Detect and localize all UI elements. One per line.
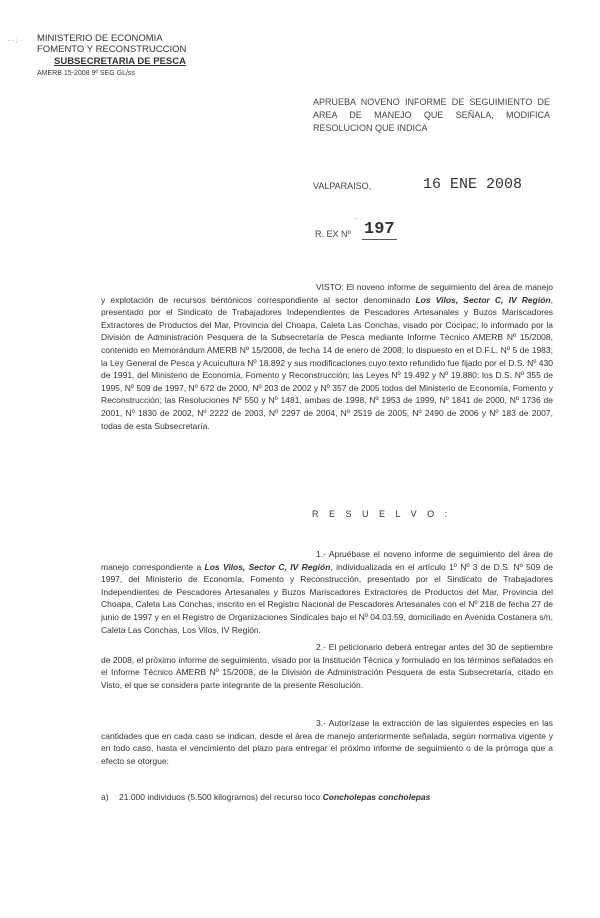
resuelvo-heading: R E S U E L V O : [312, 509, 452, 519]
visto-text-cont: , presentado por el Sindicato de Trabajadores Independientes de Pescadores Artesanales y Buzos Mariscadores Extractores de Productos del Mar, Provincia del Choapa, Caleta Las Conchas, visado por Cocipac; lo informado por la División de Administración Pesquera de la Subsecretaría de Pesca mediante Informe Técnico AMERB Nº 15/2008, contenido en Memorándum AMERB Nº 15/2008, de fecha 14 de enero de 2008; lo dispuesto en el D.F.L. Nº 5 de 1983; la Ley General de Pesca y Acuicultura Nº 18.892 y sus modificaciones cuyo texto refundido fue fijado por el D.S. Nº 430 de 1991, del Ministerio de Economía, Fomento y Reconstrucción; las Leyes Nº 19.492 y Nº 19.880; los D.S. Nº 355 de 1995, Nº 509 de 1997, Nº 672 de 2000, Nº 203 de 2002 y Nº 357 de 2005 todos del Ministerio de Economía, Fomento y Reconstrucción; las Resoluciones Nº 550 y Nº 1481, ambas de 1998, Nº 1953 de 1999, Nº 1841 de 2000, Nº 1736 de 2001, Nº 1830 de 2002, Nº 2222 de 2003, Nº 2297 de 2004, Nº 2519 de 2005, Nº 2490 de 2006 y Nº 183 de 2007, todas de esta Subsecretaría. [101, 294, 553, 431]
article-1-sector: Los Vilos, Sector C, IV Región [204, 561, 331, 572]
article-3 [101, 717, 553, 767]
ministry-name: MINISTERIO DE ECONOMIA [37, 33, 163, 44]
item-a [101, 792, 430, 802]
article-2-text: septiembre de 2008, el próximo informe de seguimiento, visado por la Institución Técnica y formulado en los términos señalados en el Informe Técnico AMERB Nº 15/2008, de la División de Administración Pesquera de esta Subsecretaría, citado en Visto, el que se considera parte integrante de la presente Resolución. [101, 642, 553, 690]
exento-label: R. EX Nº [315, 229, 351, 239]
date-stamp: 16 ENE 2008 [423, 176, 523, 193]
place-label: VALPARAISO, [313, 181, 372, 191]
document-title: APRUEBA NOVENO INFORME DE SEGUIMIENTO DE AREA DE MANEJO QUE SEÑALA, MODIFICA RESOLUCION QUE INDICA [313, 97, 550, 133]
article-2 [101, 641, 553, 691]
article-1 [101, 548, 553, 636]
item-a-text: 21.000 individuos (5.500 kilogramos) del recurso loco [119, 792, 321, 802]
visto-sector: Los Vilos, Sector C, IV Región [415, 294, 551, 305]
visto-text: El noveno informe de seguimiento del área de manejo y explotación de recursos bentónicos correspondiente al sector denominado [101, 282, 553, 305]
article-1-text-cont: , individualizada en el artículo 1º Nº 3 de D.S. Nº 509 de 1997, del Ministerio de Economía, Fomento y Reconstrucción, presentado por el Sindicato de Trabajadores Independientes de Pescadores Artesanales y Buzos Mariscadores Extractores de Productos del Mar, Provincia del Choapa, Caleta Las Conchas, inscrito en el Registro Nacional de Pescadores Artesanales con el Nº 218 de fecha 27 de junio de 1997 y en el Registro de Organizaciones Sindicales bajo el Nº 04.03.59, domiciliado en Avenida Costanera s/n, Caleta Las Conchas, Los Vilos, IV Región. [101, 561, 553, 635]
visto-paragraph [101, 281, 553, 432]
small-mark: - - - [354, 216, 362, 222]
article-1-text: del área de manejo correspondiente a [101, 549, 553, 572]
reference-code: AMERB 15-2008 9ª SEG GL/ss [37, 70, 135, 77]
subsecretaria-name: SUBSECRETARIA DE PESCA [54, 56, 186, 67]
exento-number: 197 [364, 220, 395, 239]
article-2-lead: 2.- El peticionario deberá entregar antes del 30 de [316, 642, 509, 652]
ministry-subtitle: FOMENTO Y RECONSTRUCCION [37, 44, 187, 55]
article-3-text: especies en las cantidades que en cada caso se indican, desde el área de manejo anteriormente señalada, según normativa vigente y en todo caso, hasta el vencimiento del plazo para entregar el próximo informe de seguimiento o de la prórroga que a efecto se otorgue: [101, 718, 553, 766]
article-3-lead: 3.- Autorízase la extracción de las siguientes [316, 718, 490, 728]
scribble-mark: - · ;· · [8, 38, 23, 44]
item-a-label: a) [101, 792, 109, 802]
article-1-lead: 1.- Apruébase el noveno informe de seguimiento [316, 549, 506, 559]
visto-lead: VISTO: [316, 282, 344, 292]
item-a-species: Concholepas concholepas [322, 792, 431, 802]
